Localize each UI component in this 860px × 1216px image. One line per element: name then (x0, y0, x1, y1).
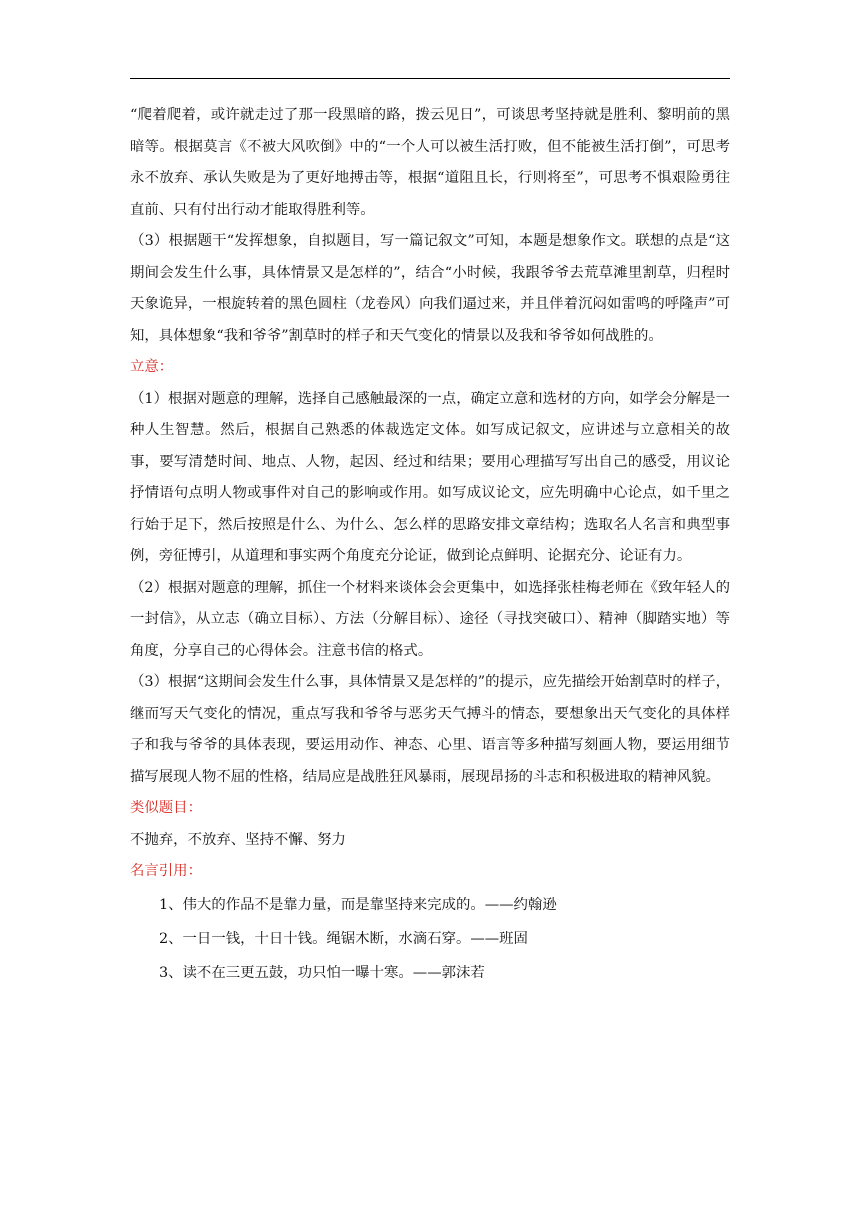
document-body (130, 100, 730, 990)
quote-item: 3、读不在三更五鼓，功只怕一曝十寒。——郭沫若 (159, 964, 485, 981)
liyi-item-3: （3）根据“这期间会发生什么事，具体情景又是怎样的”的提示，应先描绘开始割草时的样子，继而写天气变化的情况，重点写我和爷爷与恶劣天气搏斗的情态，要想象出天气变化的具体样子和我与爷爷的具体表现，要运用动作、神态、心里、语言等多种描写刻画人物，要运用细节描写展现人物不屈的性格，结局应是战胜狂风暴雨，展现昂扬的斗志和积极进取的精神风貌。 (130, 674, 730, 785)
similar-topics-text: 不抛弃，不放弃、坚持不懈、努力 (130, 831, 346, 848)
paragraph-item-3: （3）根据题干“发挥想象，自拟题目，写一篇记叙文”可知，本题是想象作文。联想的点是“这期间会发生什么事，具体情景又是怎样的”，结合“小时候，我跟爷爷去荒草滩里割草，归程时天象诡异，一根旋转着的黑色圆柱（龙卷风）向我们逼过来，并且伴着沉闷如雷鸣的呼隆声”可知，具体想象“我和爷爷”割草时的样子和天气变化的情景以及我和爷爷如何战胜的。 (130, 233, 730, 344)
quote-item: 1、伟大的作品不是靠力量，而是靠坚持来完成的。——约翰逊 (159, 896, 557, 913)
quote-item: 2、一日一钱，十日十钱。绳锯木断，水滴石穿。——班固 (159, 930, 528, 947)
heading-liyi: 立意： (130, 359, 174, 375)
paragraph-continuation: “爬着爬着，或许就走过了那一段黑暗的路，拨云见日”，可谈思考坚持就是胜利、黎明前的黑暗等。根据莫言《不被大风吹倒》中的“一个人可以被生活打败，但不能被生活打倒”，可思考永不放弃、承认失败是为了更好地搏击等，根据“道阻且长，行则将至”，可思考不惧艰险勇往直前、只有付出行动才能取得胜利等。 (130, 107, 730, 218)
liyi-item-2: （2）根据对题意的理解，抓住一个材料来谈体会会更集中，如选择张桂梅老师在《致年轻人的一封信》，从立志（确立目标）、方法（分解目标）、途径（寻找突破口）、精神（脚踏实地）等角度，分享自己的心得体会。注意书信的格式。 (130, 579, 730, 659)
heading-quotes: 名言引用： (130, 863, 202, 879)
liyi-item-1: （1）根据对题意的理解，选择自己感触最深的一点，确定立意和选材的方向，如学会分解是一种人生智慧。然后，根据自己熟悉的体裁选定文体。如写成记叙文，应讲述与立意相关的故事，要写清楚时间、地点、人物，起因、经过和结果；要用心理描写写出自己的感受，用议论抒情语句点明人物或事件对自己的影响或作用。如写成议论文，应先明确中心论点，如千里之行始于足下，然后按照是什么、为什么、怎么样的思路安排文章结构；选取名人名言和典型事例，旁征博引，从道理和事实两个角度充分论证，做到论点鲜明、论据充分、论证有力。 (130, 390, 730, 564)
heading-similar-topics: 类似题目： (130, 800, 202, 816)
header-rule (130, 78, 730, 79)
